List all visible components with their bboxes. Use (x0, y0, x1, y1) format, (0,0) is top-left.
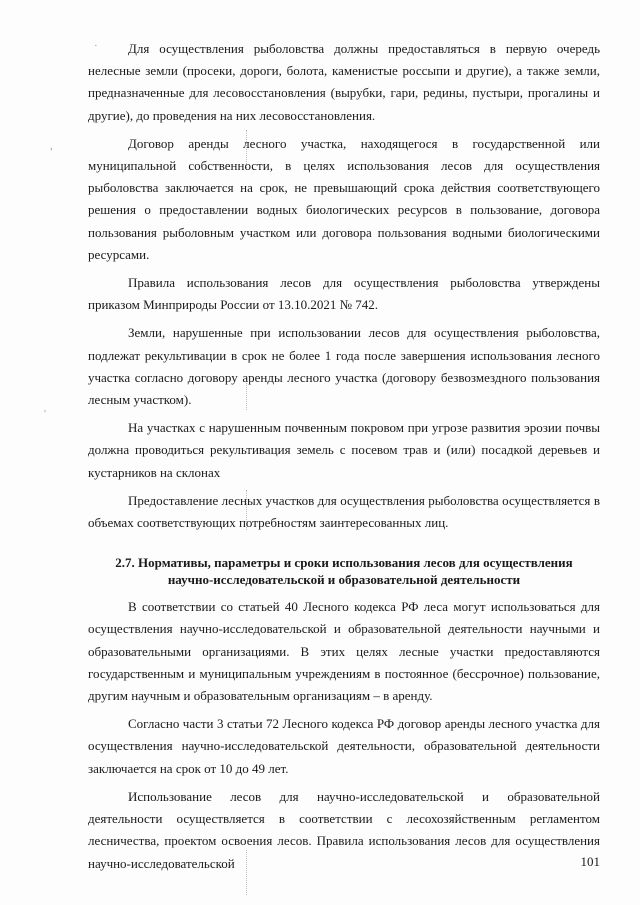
body-paragraph: Земли, нарушенные при использовании лесов для осуществления рыболовства, подлежат рекультивации в срок не более 1 года после завершения использования лесного участка согласно договору аренды лесного участка (договору безвозмездного пользования лесным участком). (88, 325, 600, 408)
page-content (88, 38, 600, 881)
scan-speck: ' (44, 408, 46, 420)
body-paragraph: Использование лесов для научно-исследовательской и образовательной деятельности осуществляется в соответствии с лесохозяйственным регламентом лесничества, проектом освоения лесов. Правила использования лесов для осуществления научно-исследовательской (88, 788, 600, 871)
body-paragraph: Договор аренды лесного участка, находящегося в государственной или муниципальной собственности, в целях использования лесов для осуществления рыболовства заключается на срок, не превышающий срока действия соответствующего решения о предоставлении водных биологических ресурсов в пользование, договора пользования рыболовным участком или договора пользования водными биологическими ресурсами. (88, 135, 600, 262)
body-paragraph: В соответствии со статьей 40 Лесного кодекса РФ леса могут использоваться для осуществления научно-исследовательской и образовательной деятельности научными и образовательными организациями. В этих целях лесные участки предоставляются государственным и муниципальным учреждениям в постоянное (бессрочное) пользование, другим научным и образовательным организациям – в аренду. (88, 599, 600, 704)
scan-speck: , (50, 140, 53, 152)
section-heading: 2.7. Нормативы, параметры и сроки использования лесов для осуществления научно-исследовательской и образовательной деятельности (115, 555, 573, 588)
body-paragraph: Правила использования лесов для осуществления рыболовства утверждены приказом Минприроды России от 13.10.2021 № 742. (88, 275, 600, 313)
body-paragraph: Для осуществления рыболовства должны предоставляться в первую очередь нелесные земли (просеки, дороги, болота, каменистые россыпи и другие), а также земли, предназначенные для лесовосстановления (вырубки, гари, редины, пустыри, прогалины и другие), до проведения на них лесовосстановления. (88, 41, 600, 123)
body-paragraph: Согласно части 3 статьи 72 Лесного кодекса РФ договор аренды лесного участка для осуществления научно-исследовательской деятельности, образовательной деятельности заключается на срок от 10 до 49 лет. (88, 716, 600, 776)
body-paragraph: На участках с нарушенным почвенным покровом при угрозе развития эрозии почвы должна проводиться рекультивация земель с посевом трав и (или) посадкой деревьев и кустарников на склонах (88, 420, 600, 480)
body-paragraph: Предоставление лесных участков для осуществления рыболовства осуществляется в объемах соответствующих потребностям заинтересованных лиц. (88, 492, 600, 531)
page-number: 101 (580, 854, 600, 869)
scan-speck: · (94, 40, 98, 52)
